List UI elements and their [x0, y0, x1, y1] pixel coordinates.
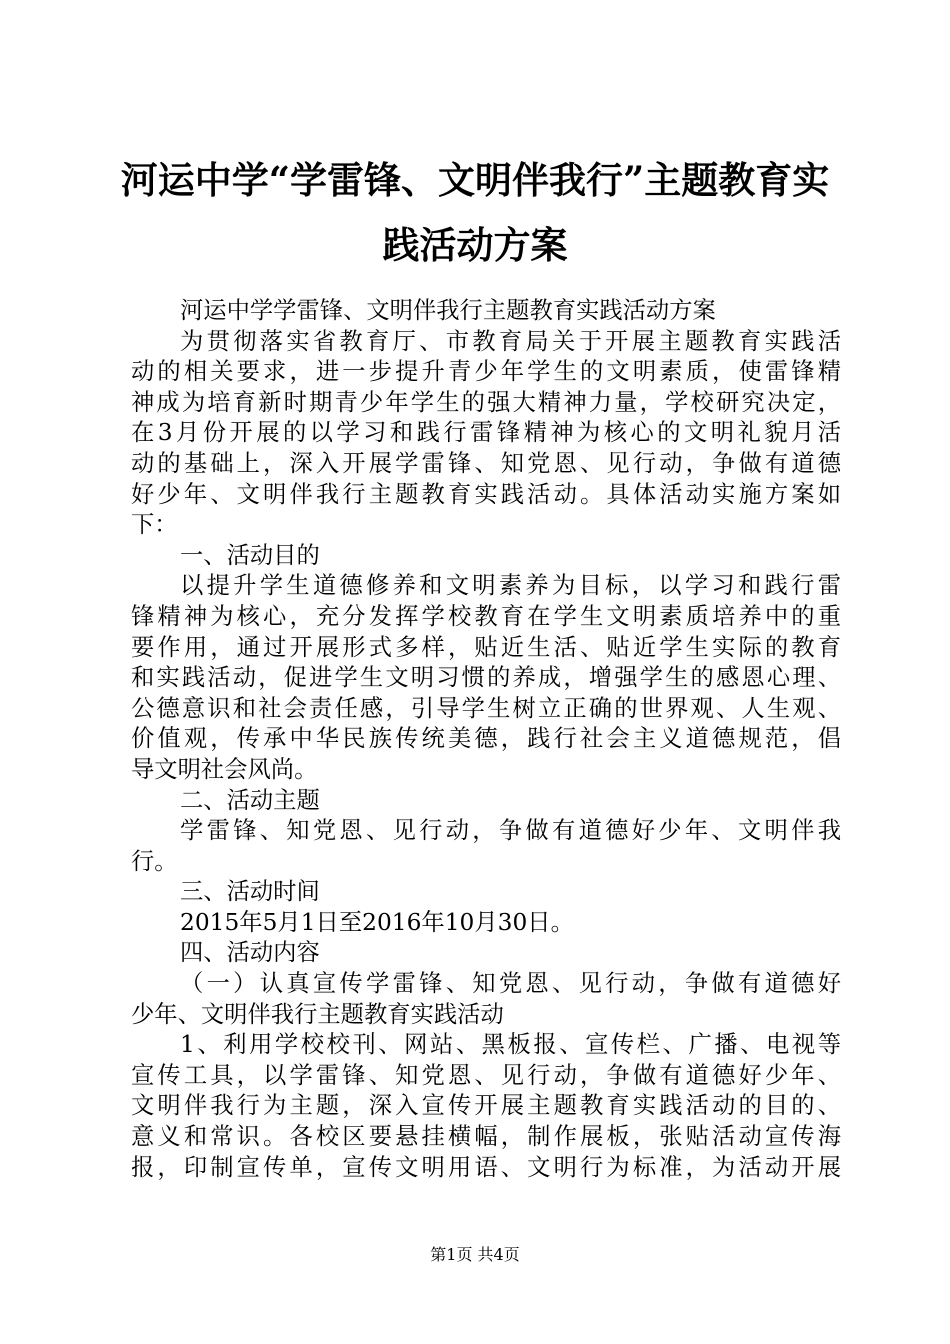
section-heading: 三、活动时间 [180, 878, 320, 906]
section-heading: 二、活动主题 [180, 786, 320, 814]
paragraph-line: 报，印制宣传单，宣传文明用语、文明行为标准，为活动开展 [131, 1153, 841, 1181]
paragraph-line: （一）认真宣传学雷锋、知党恩、见行动，争做有道德好 [180, 970, 841, 998]
paragraph-line: 学雷锋、知党恩、见行动，争做有道德好少年、文明伴我 [180, 817, 841, 845]
document-body [131, 296, 841, 1183]
paragraph-line: 为贯彻落实省教育厅、市教育局关于开展主题教育实践活 [180, 327, 841, 355]
paragraph-line: 2015年5月1日至2016年10月30日。 [180, 908, 574, 936]
paragraph-line: 要作用，通过开展形式多样，贴近生活、贴近学生实际的教育 [131, 633, 841, 661]
paragraph-line: 行。 [131, 847, 178, 875]
document-title-line-2: 践活动方案 [382, 223, 568, 267]
paragraph-line: 1、利用学校校刊、网站、黑板报、宣传栏、广播、电视等 [180, 1031, 841, 1059]
paragraph-line: 和实践活动，促进学生文明习惯的养成，增强学生的感恩心理、 [131, 664, 841, 692]
paragraph-line: 在3月份开展的以学习和践行雷锋精神为核心的文明礼貌月活 [131, 419, 841, 447]
section-heading: 一、活动目的 [180, 541, 320, 569]
paragraph-line: 导文明社会风尚。 [131, 755, 318, 783]
paragraph-line: 意义和常识。各校区要悬挂横幅，制作展板，张贴活动宣传海 [131, 1123, 841, 1151]
paragraph-line: 以提升学生道德修养和文明素养为目标，以学习和践行雷 [180, 572, 841, 600]
paragraph-line: 动的基础上，深入开展学雷锋、知党恩、见行动，争做有道德 [131, 449, 841, 477]
paragraph-line: 少年、文明伴我行主题教育实践活动 [131, 1000, 504, 1028]
section-heading: 四、活动内容 [180, 939, 320, 967]
document-title-line-1: 河运中学“学雷锋、文明伴我行”主题教育实 [120, 158, 830, 202]
paragraph-line: 文明伴我行为主题，深入宣传开展主题教育实践活动的目的、 [131, 1092, 841, 1120]
paragraph-line: 好少年、文明伴我行主题教育实践活动。具体活动实施方案如 [131, 480, 841, 508]
paragraph-line: 公德意识和社会责任感，引导学生树立正确的世界观、人生观、 [131, 694, 841, 722]
paragraph-line: 神成为培育新时期青少年学生的强大精神力量，学校研究决定， [131, 388, 841, 416]
paragraph-line: 锋精神为核心，充分发挥学校教育在学生文明素质培养中的重 [131, 602, 841, 630]
paragraph-line: 下： [131, 511, 178, 539]
paragraph-line: 动的相关要求，进一步提升青少年学生的文明素质，使雷锋精 [131, 358, 841, 386]
paragraph-line: 宣传工具，以学雷锋、知党恩、见行动，争做有道德好少年、 [131, 1061, 841, 1089]
subtitle-line: 河运中学学雷锋、文明伴我行主题教育实践活动方案 [180, 297, 716, 324]
paragraph-line: 价值观，传承中华民族传统美德，践行社会主义道德规范，倡 [131, 725, 841, 753]
page-footer: 第1页 共4页 [430, 1245, 520, 1264]
